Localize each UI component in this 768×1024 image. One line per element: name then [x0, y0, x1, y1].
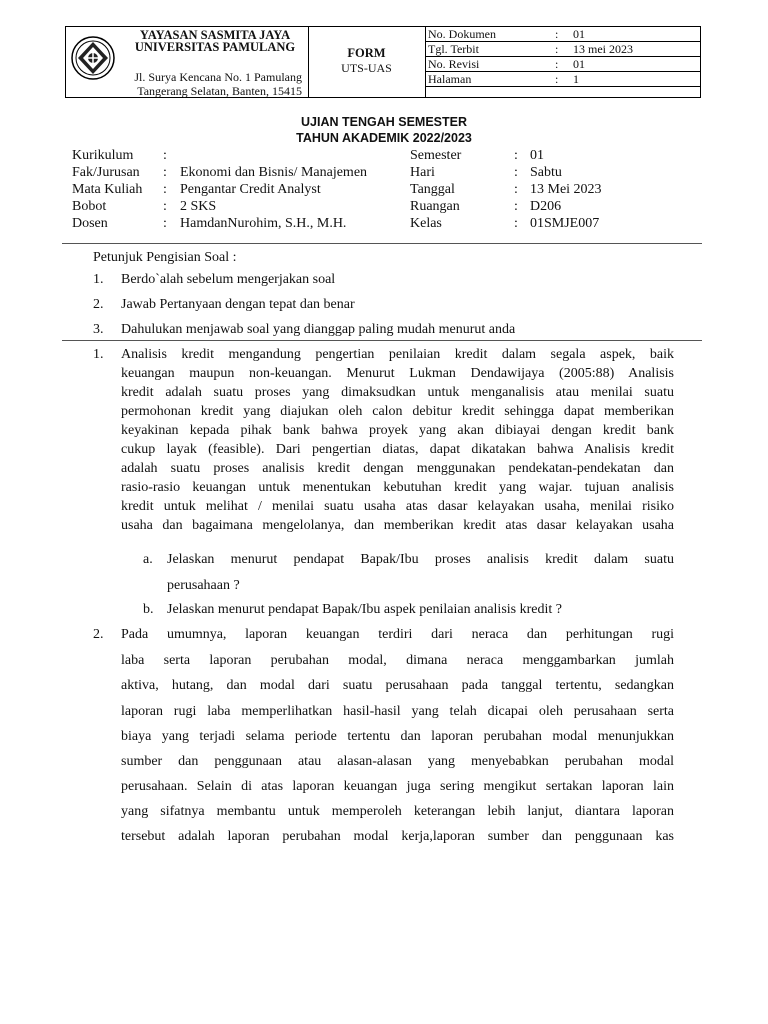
meta-value: 01: [573, 57, 585, 71]
meta-row: [425, 42, 700, 57]
meta-value: 13 mei 2023: [573, 42, 633, 56]
question-line: adalah suatu proses analisis kredit dengan menggunakan pendekatan-pendekatan dan: [121, 461, 674, 476]
question-line: cukup layak (feasible). Dari pengertian diatas, dapat dikatakan bahwa Analisis kredit: [121, 442, 674, 457]
form-type: UTS-UAS: [341, 61, 392, 75]
meta-row: [425, 72, 700, 87]
info-sep: :: [163, 165, 167, 180]
question-line: aktiva, hutang, dan modal dari suatu perusahaan pada tanggal tertentu, sedangkan: [121, 678, 674, 693]
info-value: 01SMJE007: [530, 216, 600, 231]
info-value: 2 SKS: [180, 199, 217, 214]
info-label: Hari: [410, 165, 435, 180]
meta-key: Halaman: [428, 72, 472, 86]
info-value: D206: [530, 199, 562, 214]
institution-cell: [66, 27, 309, 97]
instruction-number: 2.: [93, 297, 104, 312]
info-label: Fak/Jurusan: [72, 165, 140, 180]
info-value: 13 Mei 2023: [530, 182, 602, 197]
question-line: Pada umumnya, laporan keuangan terdiri dari neraca dan perhitungan rugi: [121, 627, 674, 642]
subquestion-line: perusahaan ?: [167, 578, 240, 593]
info-label: Tanggal: [410, 182, 455, 197]
info-sep: :: [514, 165, 518, 180]
info-sep: :: [163, 216, 167, 231]
info-label: Mata Kuliah: [72, 182, 143, 197]
info-label: Dosen: [72, 216, 108, 231]
meta-key: Tgl. Terbit: [428, 42, 479, 56]
info-value: HamdanNurohim, S.H., M.H.: [180, 216, 347, 231]
academic-year: TAHUN AKADEMIK 2022/2023: [296, 131, 472, 145]
question-line: laba serta laporan perubahan modal, dimana neraca menggambarkan jumlah: [121, 653, 674, 668]
question-line: keyakinan kepada pihak bank bahwa proyek yang akan dibiayai dengan kredit bank: [121, 423, 674, 438]
info-sep: :: [514, 216, 518, 231]
info-label: Ruangan: [410, 199, 460, 214]
question-line: yang sifatnya membantu untuk memperoleh keterangan lebih lanjut, diantara laporan: [121, 804, 674, 819]
meta-key: No. Dokumen: [428, 27, 496, 41]
meta-row: [425, 27, 700, 42]
info-sep: :: [163, 148, 167, 163]
question-line: rasio-rasio keuangan untuk menentukan kebutuhan kredit yang wajar. tujuan analisis: [121, 480, 674, 495]
info-sep: :: [514, 182, 518, 197]
subquestion-line: Jelaskan menurut pendapat Bapak/Ibu aspek penilaian analisis kredit ?: [167, 602, 562, 617]
document-header: [65, 26, 701, 98]
question-line: permohonan kredit yang diajukan oleh calon debitur kredit sehingga dapat memberikan: [121, 404, 674, 419]
meta-sep: :: [555, 57, 559, 71]
question-number: 2.: [93, 627, 104, 642]
university-logo-icon: [70, 35, 116, 81]
exam-title: UJIAN TENGAH SEMESTER: [301, 115, 467, 129]
institution-name-2: UNIVERSITAS PAMULANG: [134, 40, 296, 54]
info-sep: :: [514, 199, 518, 214]
address-line-1: Jl. Surya Kencana No. 1 Pamulang: [134, 70, 302, 84]
meta-value: 1: [573, 72, 579, 86]
subquestion-letter: b.: [143, 602, 154, 617]
info-value: Ekonomi dan Bisnis/ Manajemen: [180, 165, 368, 180]
question-line: Analisis kredit mengandung pengertian penilaian kredit dalam segala aspek, baik: [121, 347, 674, 362]
form-cell: [308, 27, 426, 97]
question-line: kredit adalah suatu proses yang dimaksudkan untuk menganalisis atau menilai suatu: [121, 385, 674, 400]
institution-name-1: YAYASAN SASMITA JAYA: [139, 28, 291, 42]
question-line: laporan rugi laba memperlihatkan hasil-hasil yang telah dicapai oleh perusahaan serta: [121, 704, 674, 719]
instructions-heading: Petunjuk Pengisian Soal :: [93, 250, 237, 265]
question-line: tersebut adalah laporan perubahan modal kerja,laporan sumber dan penggunaan kas: [121, 829, 674, 844]
question-line: usaha dan bagaimana mengelolanya, dan memberikan kredit atas dasar kelayakan usaha: [121, 518, 674, 533]
meta-sep: :: [555, 27, 559, 41]
info-sep: :: [163, 182, 167, 197]
instruction-text: Jawab Pertanyaan dengan tepat dan benar: [121, 297, 355, 312]
question-number: 1.: [93, 347, 104, 362]
info-value: Sabtu: [530, 165, 562, 180]
subquestion-letter: a.: [143, 552, 153, 567]
info-label: Bobot: [72, 199, 107, 214]
instruction-text: Berdo`alah sebelum mengerjakan soal: [121, 272, 336, 287]
info-value: 01: [530, 148, 544, 163]
info-sep: :: [163, 199, 167, 214]
instruction-number: 1.: [93, 272, 104, 287]
document-meta: [425, 27, 700, 97]
info-label: Semester: [410, 148, 462, 163]
instruction-text: Dahulukan menjawab soal yang dianggap paling mudah menurut anda: [121, 322, 516, 337]
question-line: kredit untuk melihat / menilai suatu usaha atas dasar kelayakan usaha, menilai risiko: [121, 499, 674, 514]
question-line: biaya yang terjadi selama periode tertentu dan laporan perubahan modal menunjukkan: [121, 729, 674, 744]
divider: [62, 340, 702, 341]
info-sep: :: [514, 148, 518, 163]
form-label: FORM: [347, 46, 386, 60]
meta-sep: :: [555, 42, 559, 56]
meta-row: [425, 57, 700, 72]
question-line: sumber dan penggunaan atau alasan-alasan yang menyebabkan perubahan modal: [121, 754, 674, 769]
question-line: perusahaan. Selain di atas laporan keuangan juga sering mengikut sertakan laporan lain: [121, 779, 674, 794]
subquestion-line: Jelaskan menurut pendapat Bapak/Ibu proses analisis kredit dalam suatu: [167, 552, 674, 567]
question-line: keuangan maupun non-keuangan. Menurut Lukman Dendawijaya (2005:88) Analisis: [121, 366, 674, 381]
divider: [62, 243, 702, 244]
info-value: Pengantar Credit Analyst: [180, 182, 321, 197]
info-label: Kurikulum: [72, 148, 134, 163]
meta-sep: :: [555, 72, 559, 86]
meta-key: No. Revisi: [428, 57, 480, 71]
meta-value: 01: [573, 27, 585, 41]
instruction-number: 3.: [93, 322, 104, 337]
info-label: Kelas: [410, 216, 442, 231]
address-line-2: Tangerang Selatan, Banten, 15415: [137, 84, 302, 98]
